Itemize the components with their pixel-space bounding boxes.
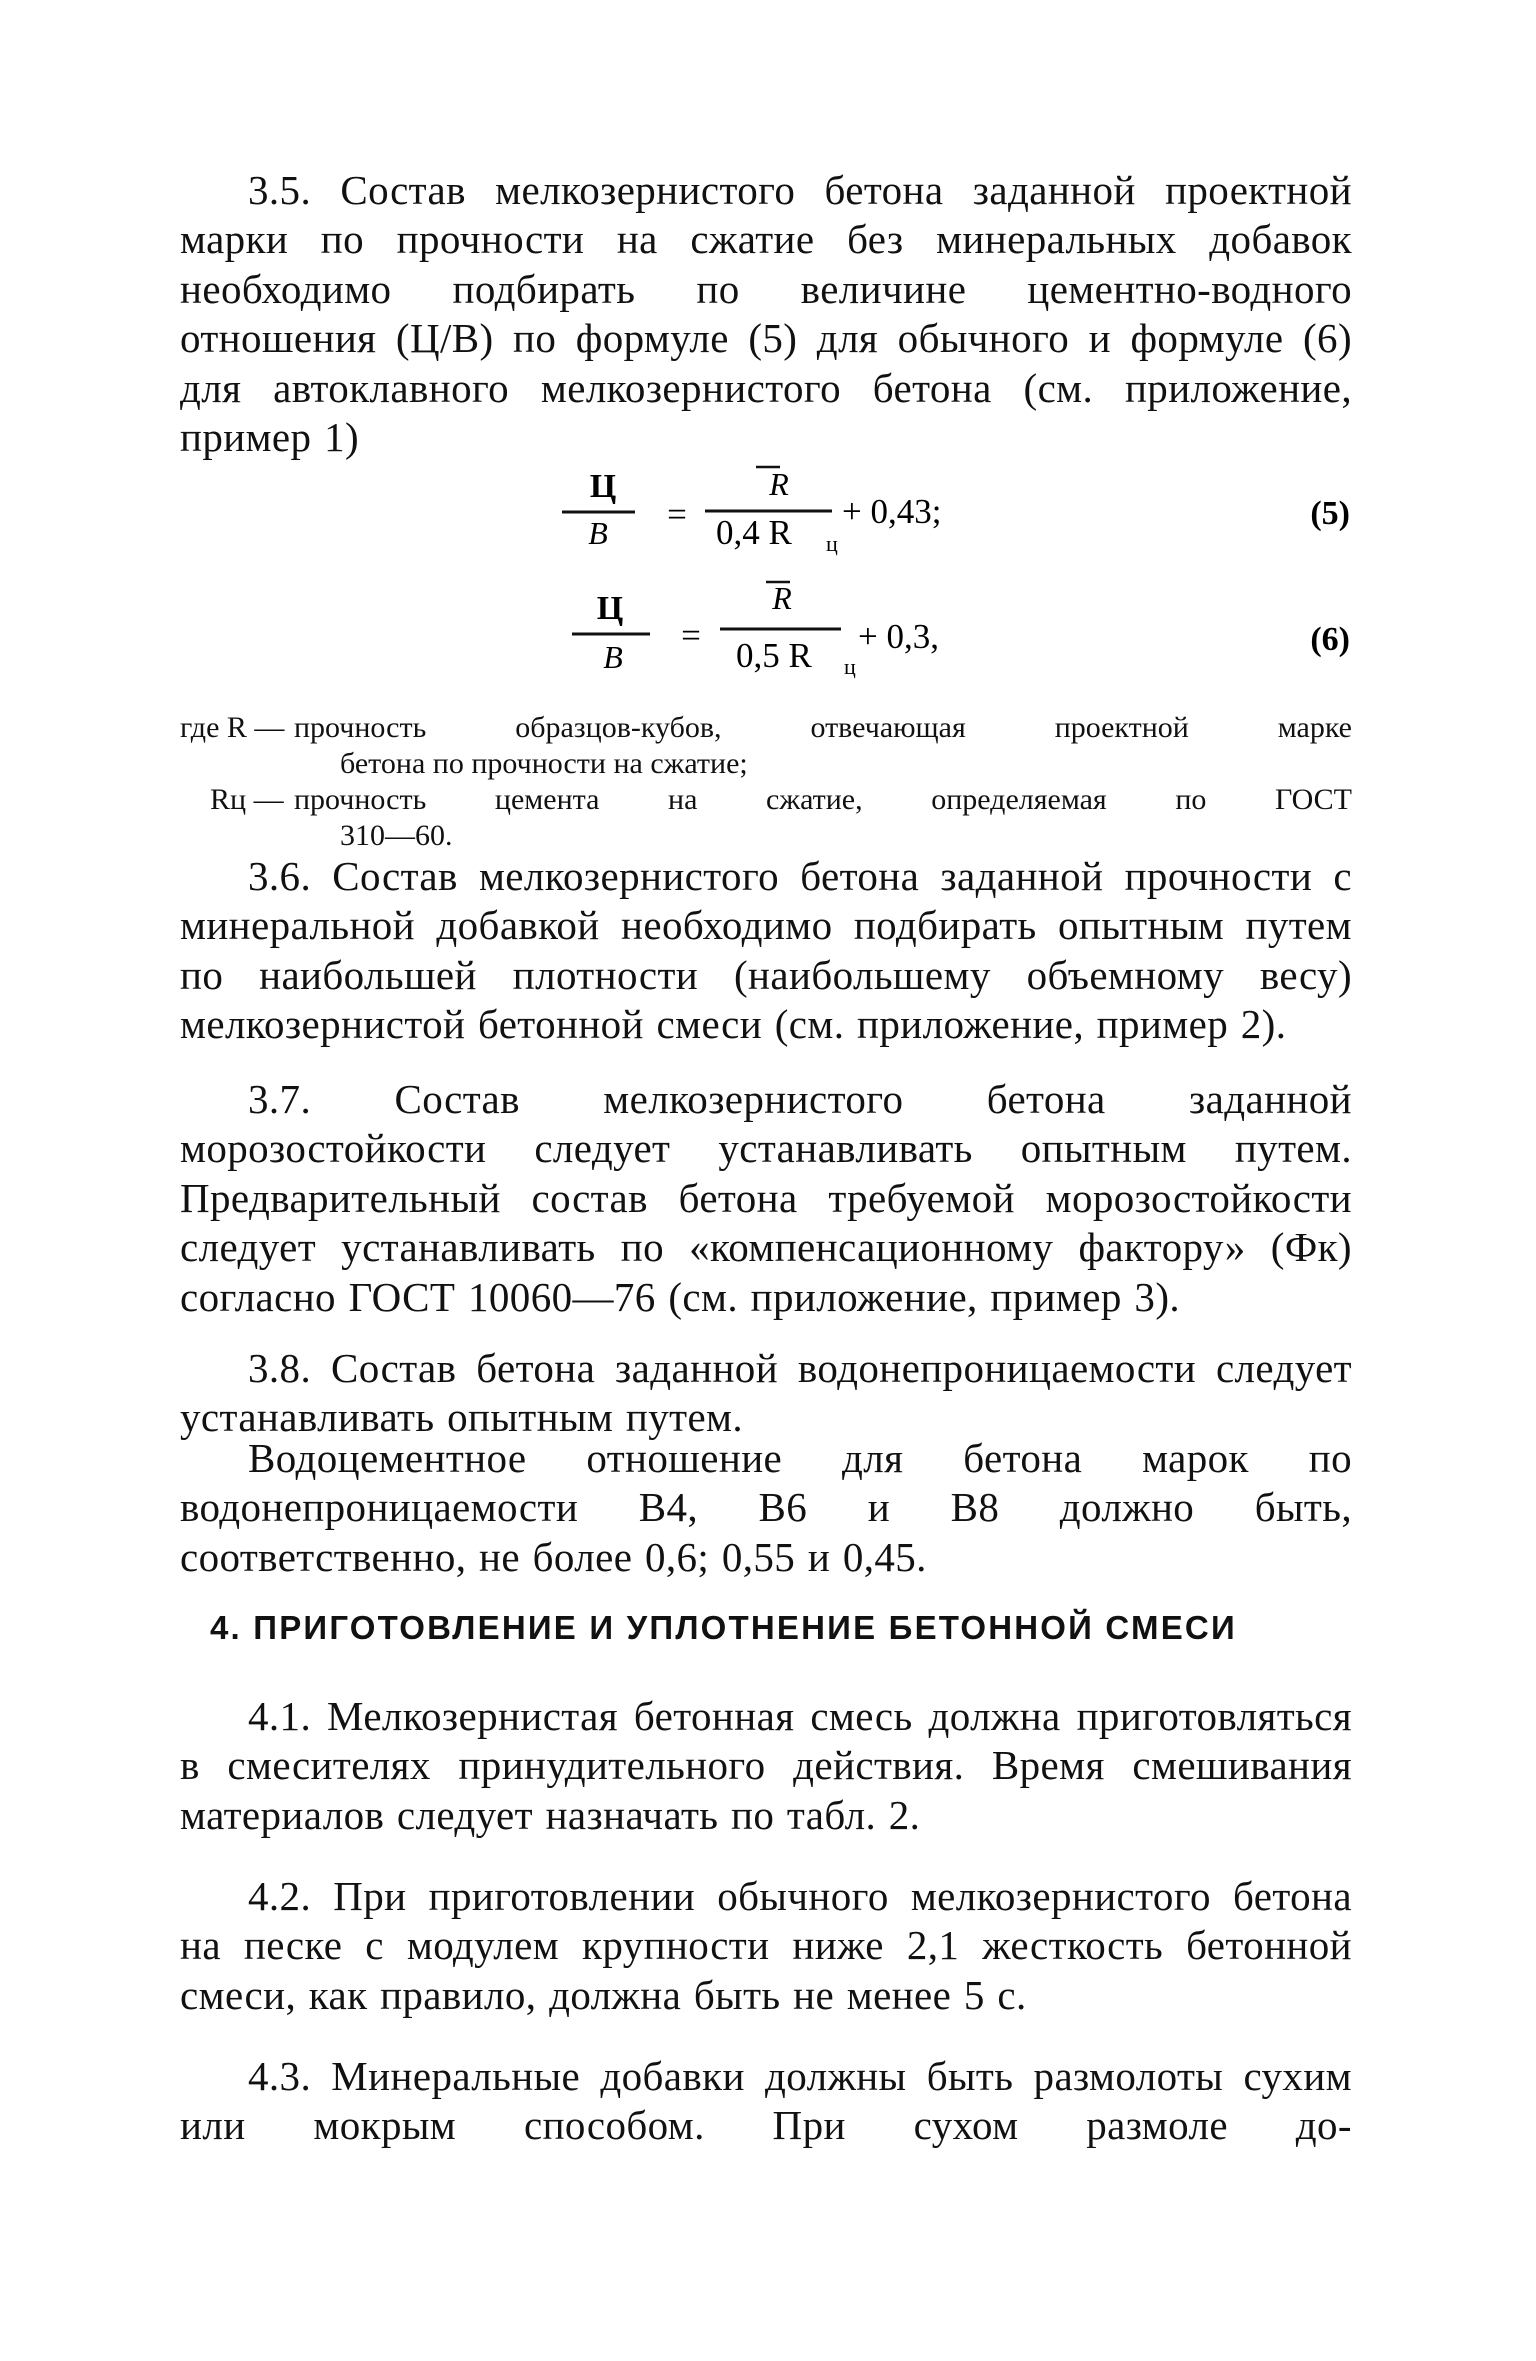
section-3-8-water-cement: Водоцементное отношение для бетона марок по водонепроницаемости В4, В6 и В8 должно быть, соответственно, не более 0,6; 0,55 и 0,45. [180,1435,1352,1580]
section-3-7: 3.7. Состав мелкозернистого бетона заданной морозостойкости следует устанавливать опытным путем. Предварительный состав бетона требуемой морозостойкости следует устанавливать по «компенсационному фактору» (Фк) согласно ГОСТ 10060—76 (см. приложение, пример 3). [180,1076,1352,1320]
note-2-label: Rц — [210,783,284,816]
note-1-text: прочность образцов-кубов, отвечающая проектной марке [294,711,1352,744]
section-4-1: 4.1. Мелкозернистая бетонная смесь должна приготовляться в смесителях принудительного действия. Время смешивания материалов следует назначать по табл. 2. [180,1693,1352,1838]
section-4-2: 4.2. При приготовлении обычного мелкозернистого бетона на песке с модулем крупности ниже 2,1 жесткость бетонной смеси, как правило, должна быть не менее 5 с. [180,1873,1352,2018]
formula-5-lhs-num: Ц [589,468,617,505]
formula-6-tail: + 0,3, [858,617,939,656]
formula-6-lhs-num: Ц [596,590,624,627]
formula-6-lhs-den: В [603,639,623,675]
section-4-3: 4.3. Минеральные добавки должны быть размолоты сухим или мокрым способом. При сухом размоле до- [180,2053,1352,2149]
note-1-cont: бетона по прочности на сжатие; [340,747,748,780]
formula-5-rhs-den: 0,4 R [716,513,792,552]
formula-6-label: (6) [1310,621,1350,658]
formula-6-rhs-num: R [772,580,792,616]
note-2-continued [180,818,1352,854]
note-2-cont: 310—60. [340,819,453,852]
formula-6-rhs-sub: ц [844,654,856,679]
section-4-heading: 4. ПРИГОТОВЛЕНИЕ И УПЛОТНЕНИЕ БЕТОННОЙ СМЕСИ [210,1609,1237,1646]
formula-5-tail: + 0,43; [842,492,942,531]
note-1 [180,710,1352,746]
formula-notes [180,710,1352,854]
formula-6-equals: = [681,616,701,655]
formula-5-rhs-num: R [769,466,789,502]
note-2 [180,782,1352,818]
formula-5-lhs-den: В [588,515,608,551]
section-3-5: 3.5. Состав мелкозернистого бетона заданной проектной марки по прочности на сжатие без минеральных добавок необходимо подбирать по величине цементно-водного отношения (Ц/В) по формуле (5) для обычного и формуле (6) для автоклавного мелкозернистого бетона (см. приложение, пример 1) [180,167,1352,461]
formula-5-rhs-sub: ц [826,531,838,556]
note-1-continued [180,746,1352,782]
section-3-8: 3.8. Состав бетона заданной водонепроницаемости следует устанавливать опытным путем. [180,1345,1352,1441]
note-1-label: где R — [180,711,285,744]
formula-6-rhs-den: 0,5 R [736,636,812,675]
formula-5-equals: = [667,495,687,534]
note-2-text: прочность цемента на сжатие, определяемая по ГОСТ [294,783,1352,816]
section-3-6: 3.6. Состав мелкозернистого бетона заданной прочности с минеральной добавкой необходимо подбирать опытным путем по наибольшей плотности (наибольшему объемному весу) мелкозернистой бетонной смеси (см. приложение, пример 2). [180,853,1352,1048]
formula-5-label: (5) [1310,495,1350,532]
